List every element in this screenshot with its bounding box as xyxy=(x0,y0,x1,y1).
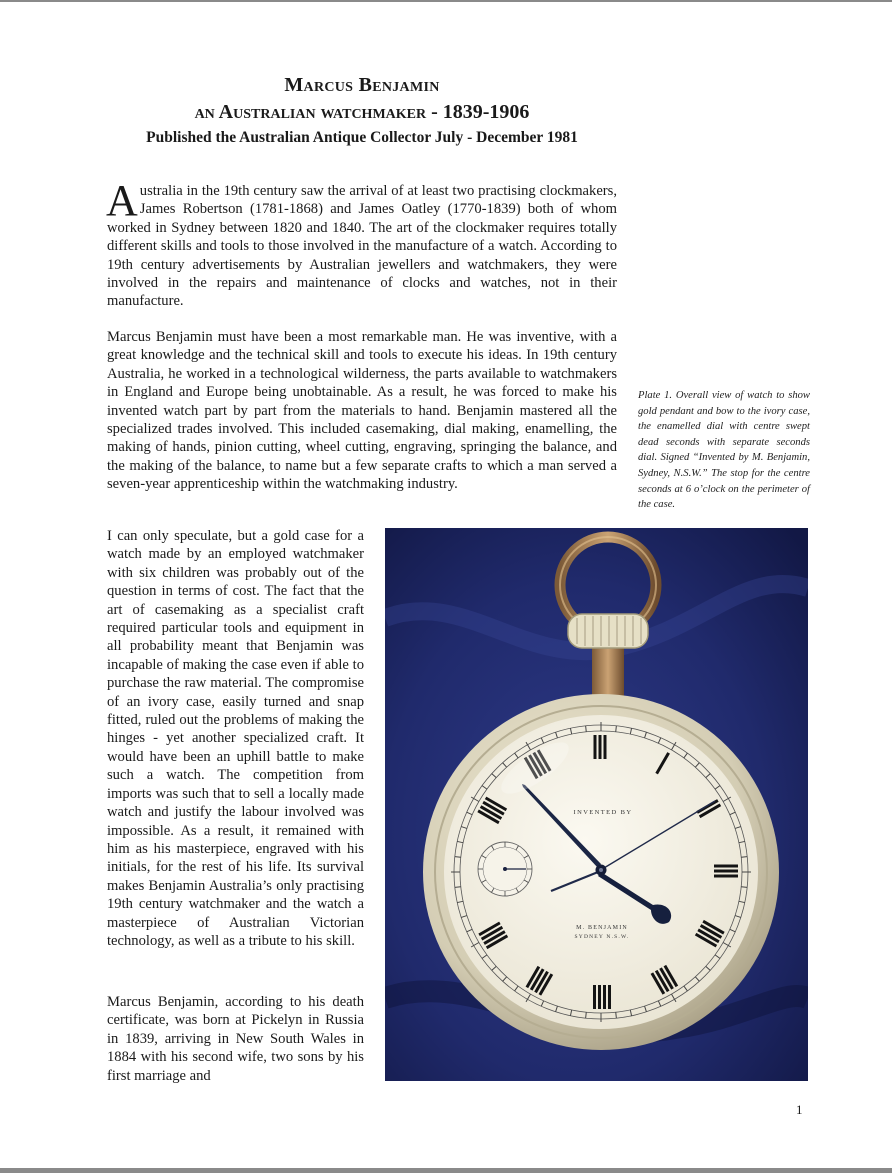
bottom-border xyxy=(0,1168,892,1173)
article-subtitle: Published the Australian Antique Collector July - December 1981 xyxy=(146,129,578,146)
paragraph-1 xyxy=(106,176,617,311)
page-number: 1 xyxy=(796,1102,803,1117)
article-title: Marcus Benjamin xyxy=(284,74,440,96)
plate-caption: Plate 1. Overall view of watch to show gold pendant and bow to the ivory case, the enamelled dial with centre swept dead seconds with separate seconds dial. Signed “Invented by M. Benjamin, Sydney, N.S.W.” The stop for the centre seconds at 6 o’clock on the perimeter of the case. xyxy=(638,390,810,511)
paragraph-2: Marcus Benjamin must have been a most remarkable man. He was inventive, with a great knowledge and the technical skill and tools to execute his ideas. In 19th century Australia, he worked in a technological wilderness, the parts available to watchmakers in England and Europe being unobtainable. As a result, he was forced to make his invented watch part by part from the materials to hand. Benjamin mastered all the specialized trades involved. This included casemaking, dial making, enamelling, the making of hands, pinion cutting, wheel cutting, engraving, springing the balance, and the making of the balance, to name but a few separate crafts to which a man served a seven-year apprenticeship within the watchmaking industry. xyxy=(107,329,617,493)
paragraph-3: I can only speculate, but a gold case for a watch made by an employed watchmaker with six children was probably out of the question in terms of cost. The fact that the art of casemaking as a specialist craft required particular tools and equipment in all probability meant that Benjamin was incapable of making the case even if able to purchase the raw material. The compromise of an ivory case, easily turned and snap fitted, ruled out the problems of making the hinges - yet another specialized craft. It would have been an uphill battle to make such a watch. The competition from imports was such that to sell a locally made watch and justify the labour involved was impossible. As a result, it remained with him as his masterpiece, engraved with his initials, for the rest of his life. Its survival makes Benjamin Australia’s only practising 19th century watchmaker and the watch a masterpiece of Australian Victorian technology, as well as a tribute to his skill. xyxy=(107,528,364,949)
paragraph-4: Marcus Benjamin, according to his death certificate, was born at Pickelyn in Russia in 1839, arriving in New South Wales in 1884 with his second wife, two sons by his first marriage and xyxy=(107,994,364,1084)
watch-photograph xyxy=(385,528,808,1081)
paragraph-1-text: ustralia in the 19th century saw the arrival of at least two practising clockmakers, James Robertson (1781-1868) and James Oatley (1770-1839) both of whom worked in Sydney between 1820 and 1840. The art of the clockmaker requires totally different skills and tools to those involved in the manufacture of a watch. According to 19th century advertisements by Australian jewellers and watchmakers, they were involved in the repairs and maintenance of clocks and watches, not in their manufacture. xyxy=(107,183,617,310)
dial-signature-name: M. BENJAMIN xyxy=(576,925,628,931)
article-title-line2: an Australian watchmaker - 1839-1906 xyxy=(194,101,530,123)
top-border xyxy=(0,0,892,2)
drop-cap: A xyxy=(106,176,138,225)
ivory-crown xyxy=(568,614,648,648)
dial-signature-place: SYDNEY N.S.W. xyxy=(574,934,630,940)
dial-signature-top: INVENTED BY xyxy=(573,809,633,816)
